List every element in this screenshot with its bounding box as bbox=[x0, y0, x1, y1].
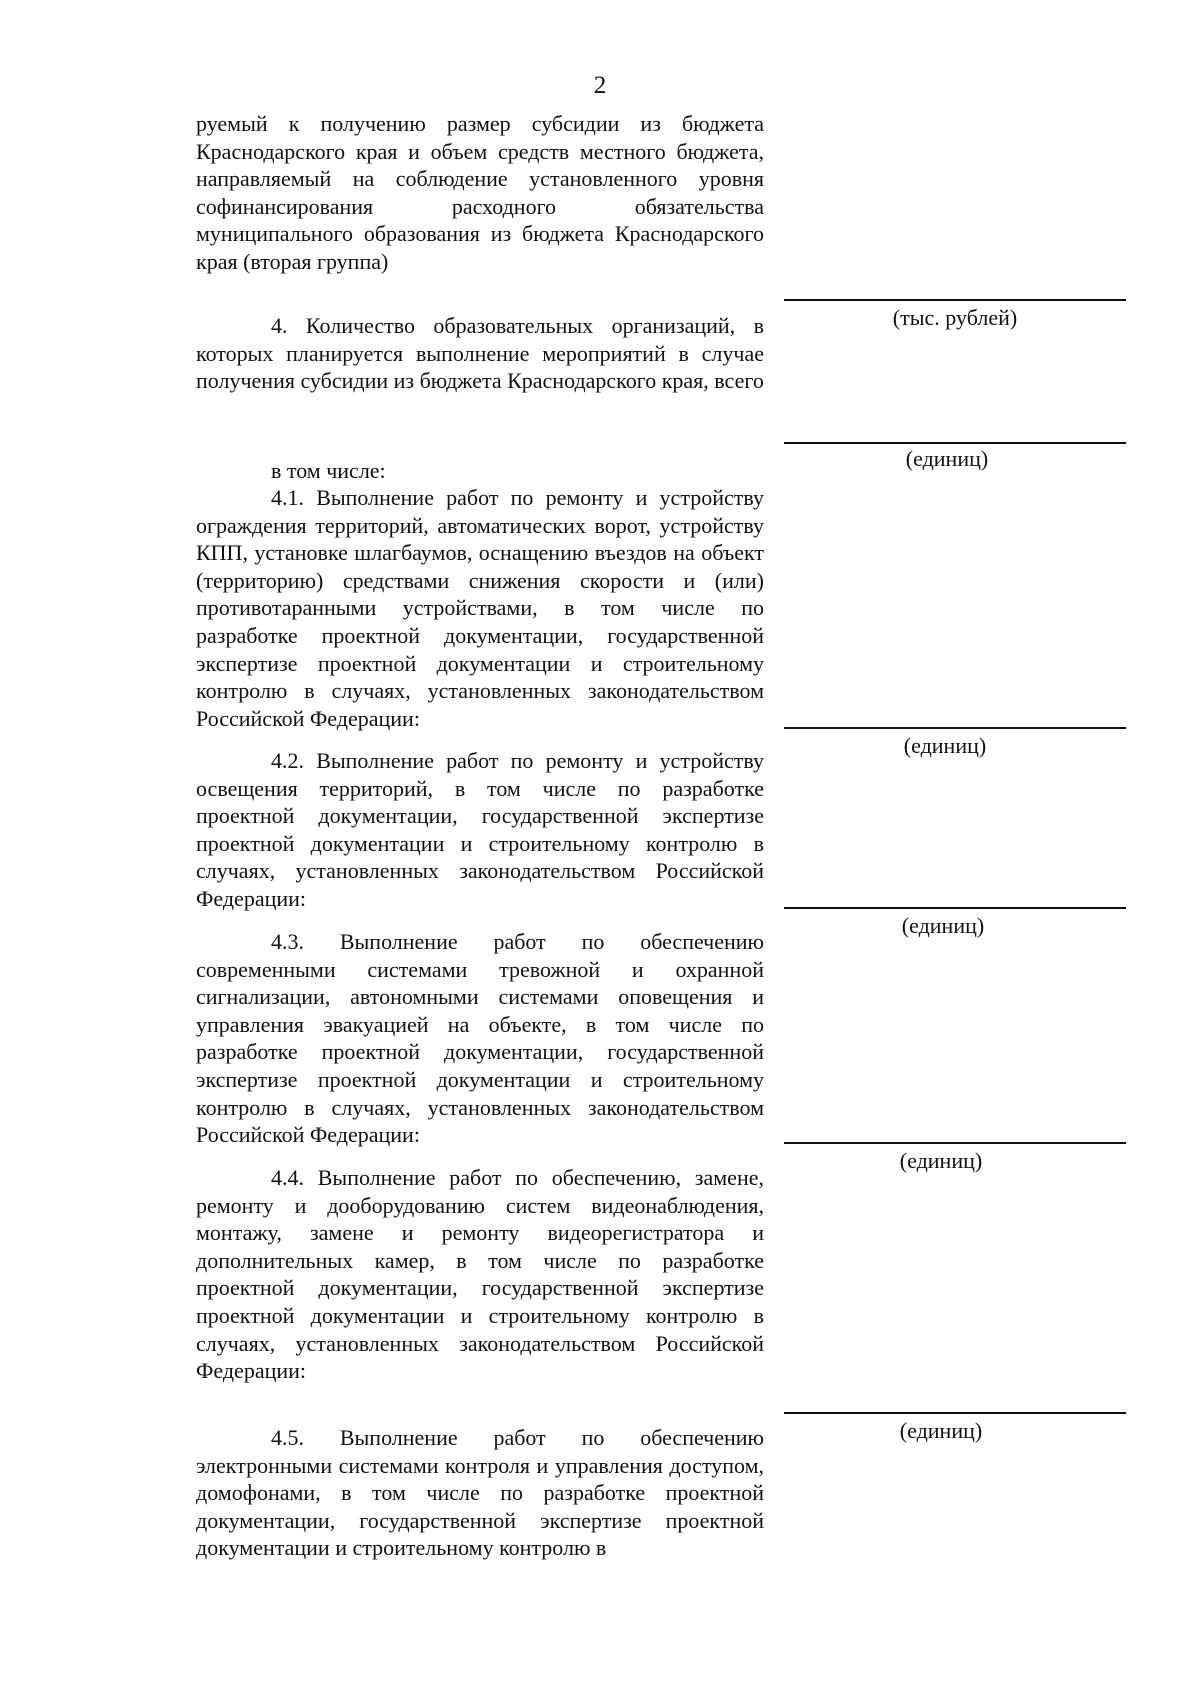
blank-line-4-1 bbox=[784, 727, 1126, 729]
unit-caption: (единиц) bbox=[901, 913, 985, 938]
blank-line-subsidy bbox=[784, 299, 1126, 301]
paragraph-4-2: 4.2. Выполнение работ по ремонту и устройству освещения территорий, в том числе по разработке проектной документации, государственной экспертизе проектной документации и строительному контролю в случаях, установленных законодательством Российской Федерации: bbox=[196, 748, 764, 911]
paragraph-4-3: 4.3. Выполнение работ по обеспечению современными системами тревожной и охранной сигнализации, автономными системами оповещения и управления эвакуацией на объекте, в том числе по разработке проектной документации, государственной экспертизе проектной документации и строительному контролю в случаях, установленных законодательством Российской Федерации: bbox=[196, 929, 764, 1148]
page-number: 2 bbox=[593, 72, 607, 99]
unit-caption: (единиц) bbox=[899, 1148, 983, 1173]
blank-line-4-2 bbox=[784, 907, 1126, 909]
blank-line-4-3 bbox=[784, 1142, 1126, 1144]
paragraph-subsidy-amount: руемый к получению размер субсидии из бюджета Краснодарского края и объем средств местного бюджета, направляемый на соблюдение установленного уровня софинансирования расходного обязательства муниципального образования из бюджета Краснодарского края (вторая группа) bbox=[196, 111, 764, 274]
blank-line-4-4 bbox=[784, 1412, 1126, 1414]
blank-line-total bbox=[784, 442, 1126, 444]
paragraph-4-4: 4.4. Выполнение работ по обеспечению, замене, ремонту и дооборудованию систем видеонаблюдения, монтажу, замене и ремонту видеорегистратора и дополнительных камер, в том числе по разработке проектной документации, государственной экспертизе проектной документации и строительному контролю в случаях, установленных законодательством Российской Федерации: bbox=[196, 1165, 764, 1384]
unit-caption: (единиц) bbox=[903, 733, 987, 758]
unit-caption: (единиц) bbox=[905, 446, 989, 471]
unit-caption: (тыс. рублей) bbox=[892, 305, 1018, 330]
paragraph-including: в том числе: bbox=[271, 458, 386, 483]
paragraph-4-5: 4.5. Выполнение работ по обеспечению электронными системами контроля и управления доступом, домофонами, в том числе по разработке проектной документации, государственной экспертизе проектной документации и строительному контролю в bbox=[196, 1425, 764, 1561]
paragraph-4: 4. Количество образовательных организаций, в которых планируется выполнение мероприятий в случае получения субсидии из бюджета Краснодарского края, всего bbox=[196, 313, 764, 394]
unit-caption: (единиц) bbox=[899, 1418, 983, 1443]
paragraph-4-1: 4.1. Выполнение работ по ремонту и устройству ограждения территорий, автоматических ворот, устройству КПП, установке шлагбаумов, оснащению въездов на объект (территорию) средствами снижения скорости и (или) противотаранными устройствами, в том числе по разработке проектной документации, государственной экспертизе проектной документации и строительному контролю в случаях, установленных законодательством Российской Федерации: bbox=[196, 485, 764, 731]
